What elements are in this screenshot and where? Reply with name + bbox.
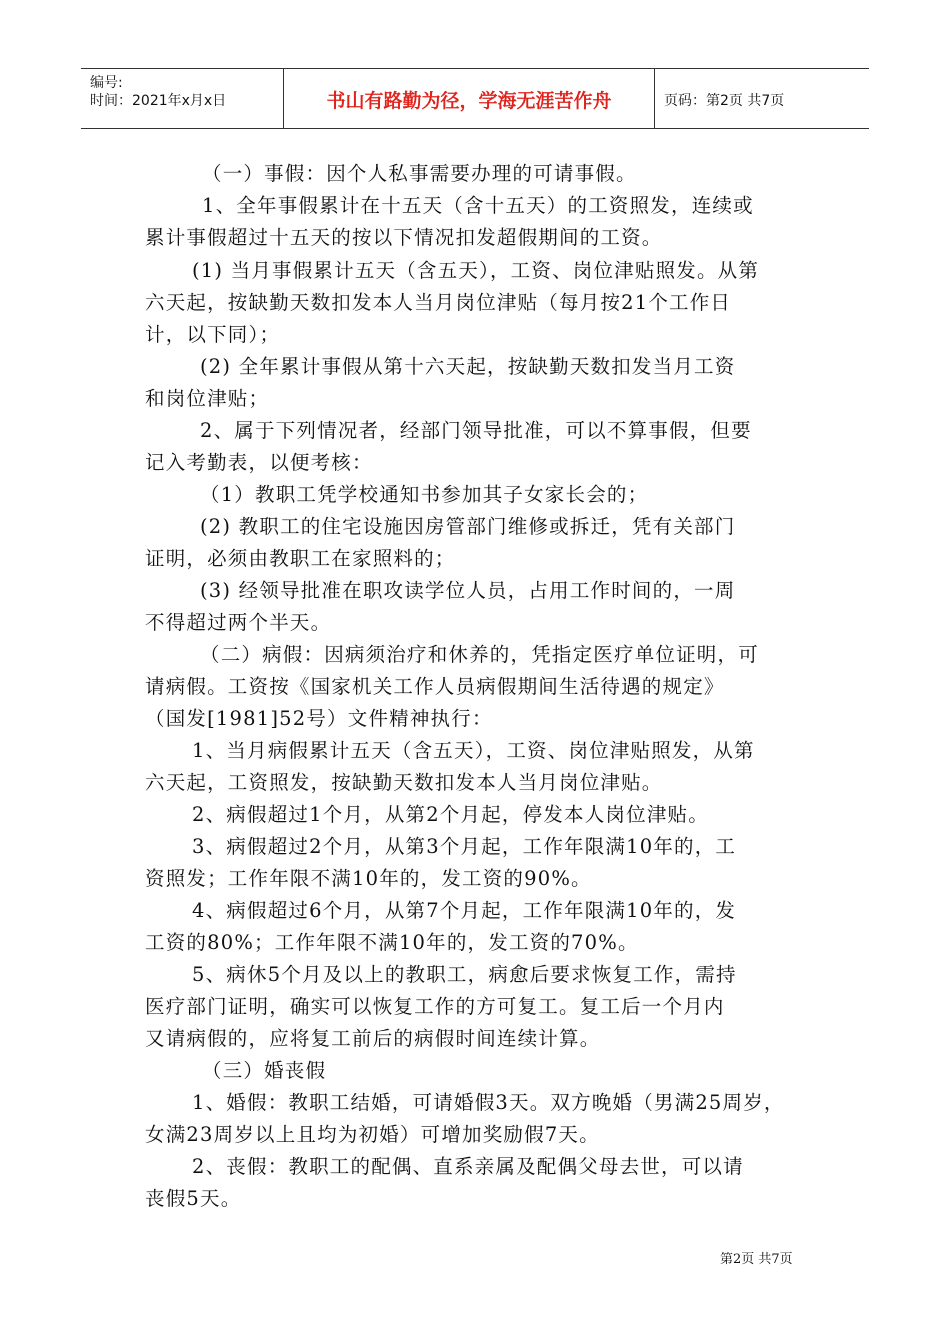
paragraph-line: 又请病假的，应将复工前后的病假时间连续计算。 [145, 1027, 601, 1050]
header-number-label: 编号: [90, 75, 123, 91]
paragraph-line: 不得超过两个半天。 [145, 611, 332, 634]
paragraph-line: （三）婚丧假 [202, 1059, 327, 1082]
paragraph-line: 2、属于下列情况者，经部门领导批准，可以不算事假，但要 [200, 419, 752, 442]
paragraph-line: (2) 全年累计事假从第十六天起，按缺勤天数扣发当月工资 [200, 355, 736, 378]
paragraph-line: 1、婚假：教职工结婚，可请婚假3天。双方晚婚（男满25周岁， [192, 1091, 785, 1114]
paragraph-line: 女满23周岁以上且均为初婚）可增加奖励假7天。 [145, 1123, 600, 1146]
paragraph-line: 证明，必须由教职工在家照料的； [145, 547, 456, 570]
paragraph-line: 1、全年事假累计在十五天（含十五天）的工资照发，连续或 [202, 194, 754, 217]
page-footer-label: 第2页 共7页 [720, 1252, 793, 1267]
paragraph-line: 六天起，按缺勤天数扣发本人当月岗位津贴（每月按21个工作日 [145, 291, 732, 314]
paragraph-line: (3) 经领导批准在职攻读学位人员，占用工作时间的，一周 [200, 579, 736, 602]
paragraph-line: (2) 教职工的住宅设施因房管部门维修或拆迁，凭有关部门 [200, 515, 736, 538]
paragraph-line: 请病假。工资按《国家机关工作人员病假期间生活待遇的规定》 [145, 675, 725, 698]
paragraph-line: （国发[1981]52号）文件精神执行： [145, 707, 493, 730]
header-motto: 书山有路勤为径，学海无涯苦作舟 [326, 90, 612, 112]
header-date-label: 时间：2021年x月x日 [90, 93, 227, 109]
paragraph-line: 1、当月病假累计五天（含五天），工资、岗位津贴照发，从第 [192, 739, 755, 762]
paragraph-line: 3、病假超过2个月，从第3个月起，工作年限满10年的，工 [192, 835, 737, 858]
paragraph-line: 2、丧假：教职工的配偶、直系亲属及配偶父母去世，可以请 [192, 1155, 744, 1178]
paragraph-line: (1) 当月事假累计五天（含五天），工资、岗位津贴照发。从第 [192, 259, 760, 282]
header-page-label: 页码：第2页 共7页 [664, 93, 785, 109]
paragraph-line: （二）病假：因病须治疗和休养的，凭指定医疗单位证明，可 [200, 643, 759, 666]
paragraph-line: 和岗位津贴； [145, 387, 270, 410]
paragraph-line: 资照发；工作年限不满10年的，发工资的90%。 [145, 867, 592, 890]
paragraph-line: 计，以下同）； [145, 323, 281, 346]
paragraph-line: 4、病假超过6个月，从第7个月起，工作年限满10年的，发 [192, 899, 737, 922]
paragraph-line: 医疗部门证明，确实可以恢复工作的方可复工。复工后一个月内 [145, 995, 725, 1018]
paragraph-line: 记入考勤表，以便考核： [145, 451, 373, 474]
paragraph-line: （一）事假：因个人私事需要办理的可请事假。 [202, 162, 637, 185]
paragraph-line: （1）教职工凭学校通知书参加其子女家长会的； [200, 483, 649, 506]
paragraph-line: 累计事假超过十五天的按以下情况扣发超假期间的工资。 [145, 226, 663, 249]
paragraph-line: 工资的80%；工作年限不满10年的，发工资的70%。 [145, 931, 639, 954]
paragraph-line: 六天起，工资照发，按缺勤天数扣发本人当月岗位津贴。 [145, 771, 663, 794]
paragraph-line: 丧假5天。 [145, 1187, 242, 1210]
paragraph-line: 5、病休5个月及以上的教职工，病愈后要求恢复工作，需持 [192, 963, 737, 986]
paragraph-line: 2、病假超过1个月，从第2个月起，停发本人岗位津贴。 [192, 803, 709, 826]
